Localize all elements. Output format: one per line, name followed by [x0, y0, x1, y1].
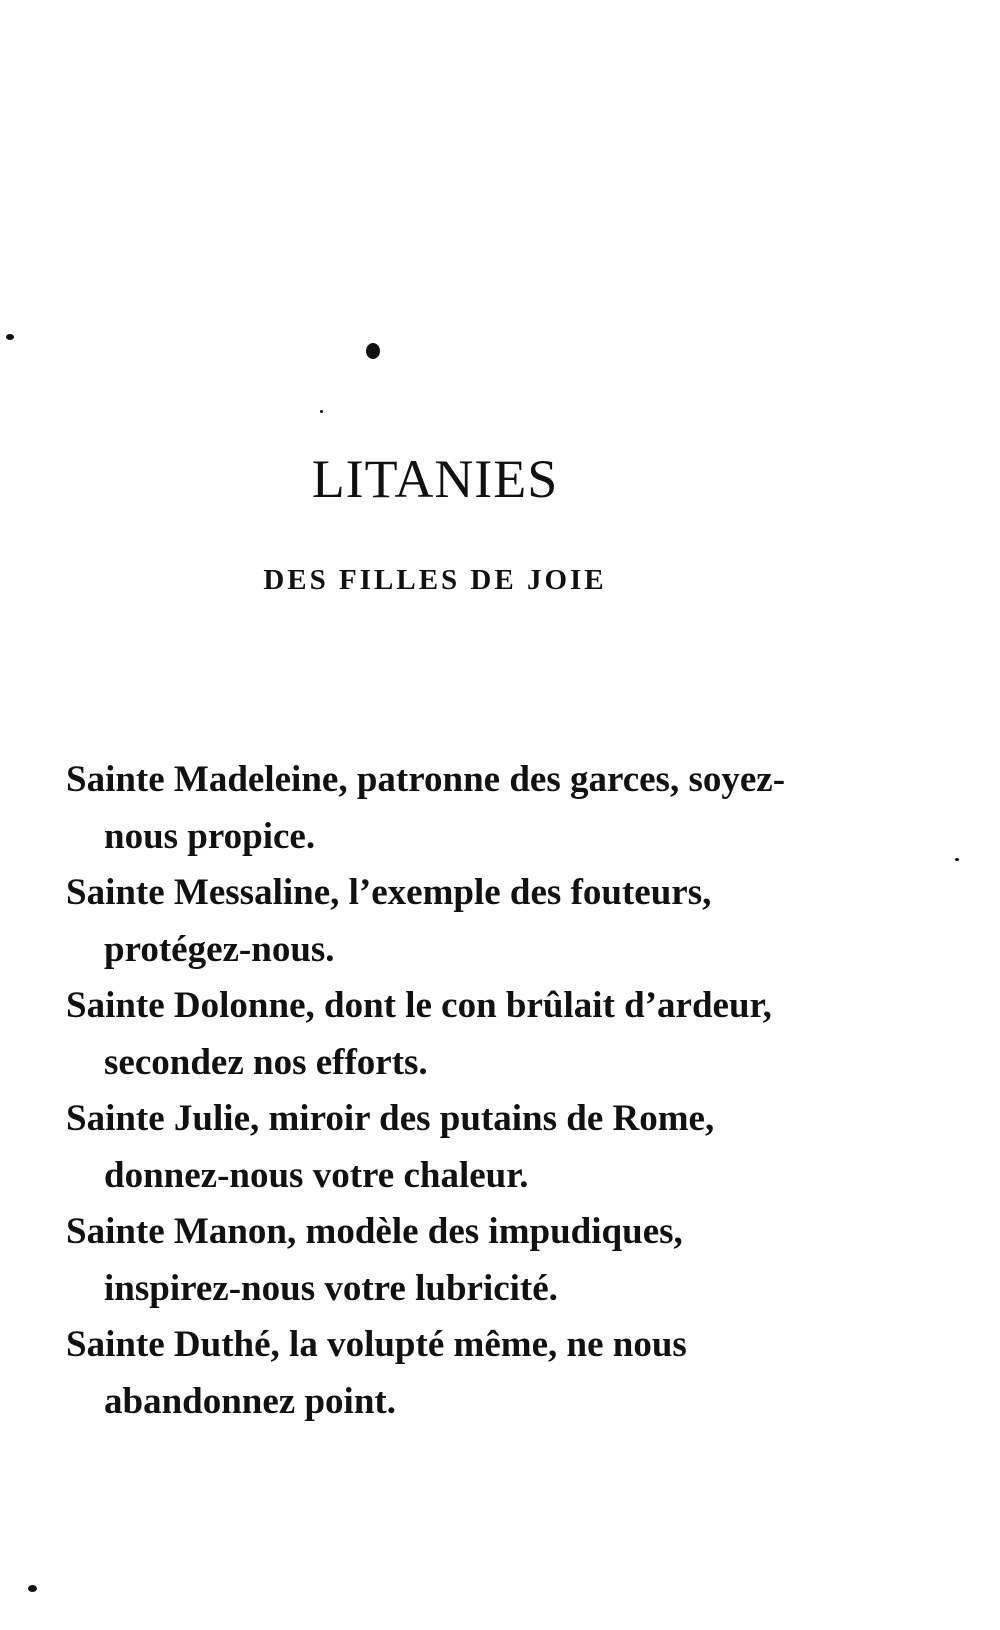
scan-speck [6, 334, 14, 340]
verse: Sainte Madeleine, patronne des garces, soyez-nous propice. [66, 759, 786, 857]
ornament-dot [366, 343, 380, 359]
scan-speck [28, 1585, 37, 1592]
page-title: LITANIES [311, 449, 559, 509]
page-subtitle: DES FILLES DE JOIE [263, 564, 607, 596]
verse: Sainte Julie, miroir des putains de Rome, donnez-nous votre chaleur. [66, 1098, 715, 1196]
verse: Sainte Duthé, la volupté même, ne nous abandonnez point. [66, 1324, 687, 1422]
litany-text [66, 752, 826, 1430]
scan-speck [320, 410, 323, 413]
verse: Sainte Manon, modèle des impudiques, inspirez-nous votre lubricité. [66, 1211, 683, 1309]
verse: Sainte Dolonne, dont le con brûlait d’ardeur, secondez nos efforts. [66, 985, 772, 1083]
scan-speck [955, 858, 959, 861]
verse: Sainte Messaline, l’exemple des fouteurs, protégez-nous. [66, 872, 712, 970]
